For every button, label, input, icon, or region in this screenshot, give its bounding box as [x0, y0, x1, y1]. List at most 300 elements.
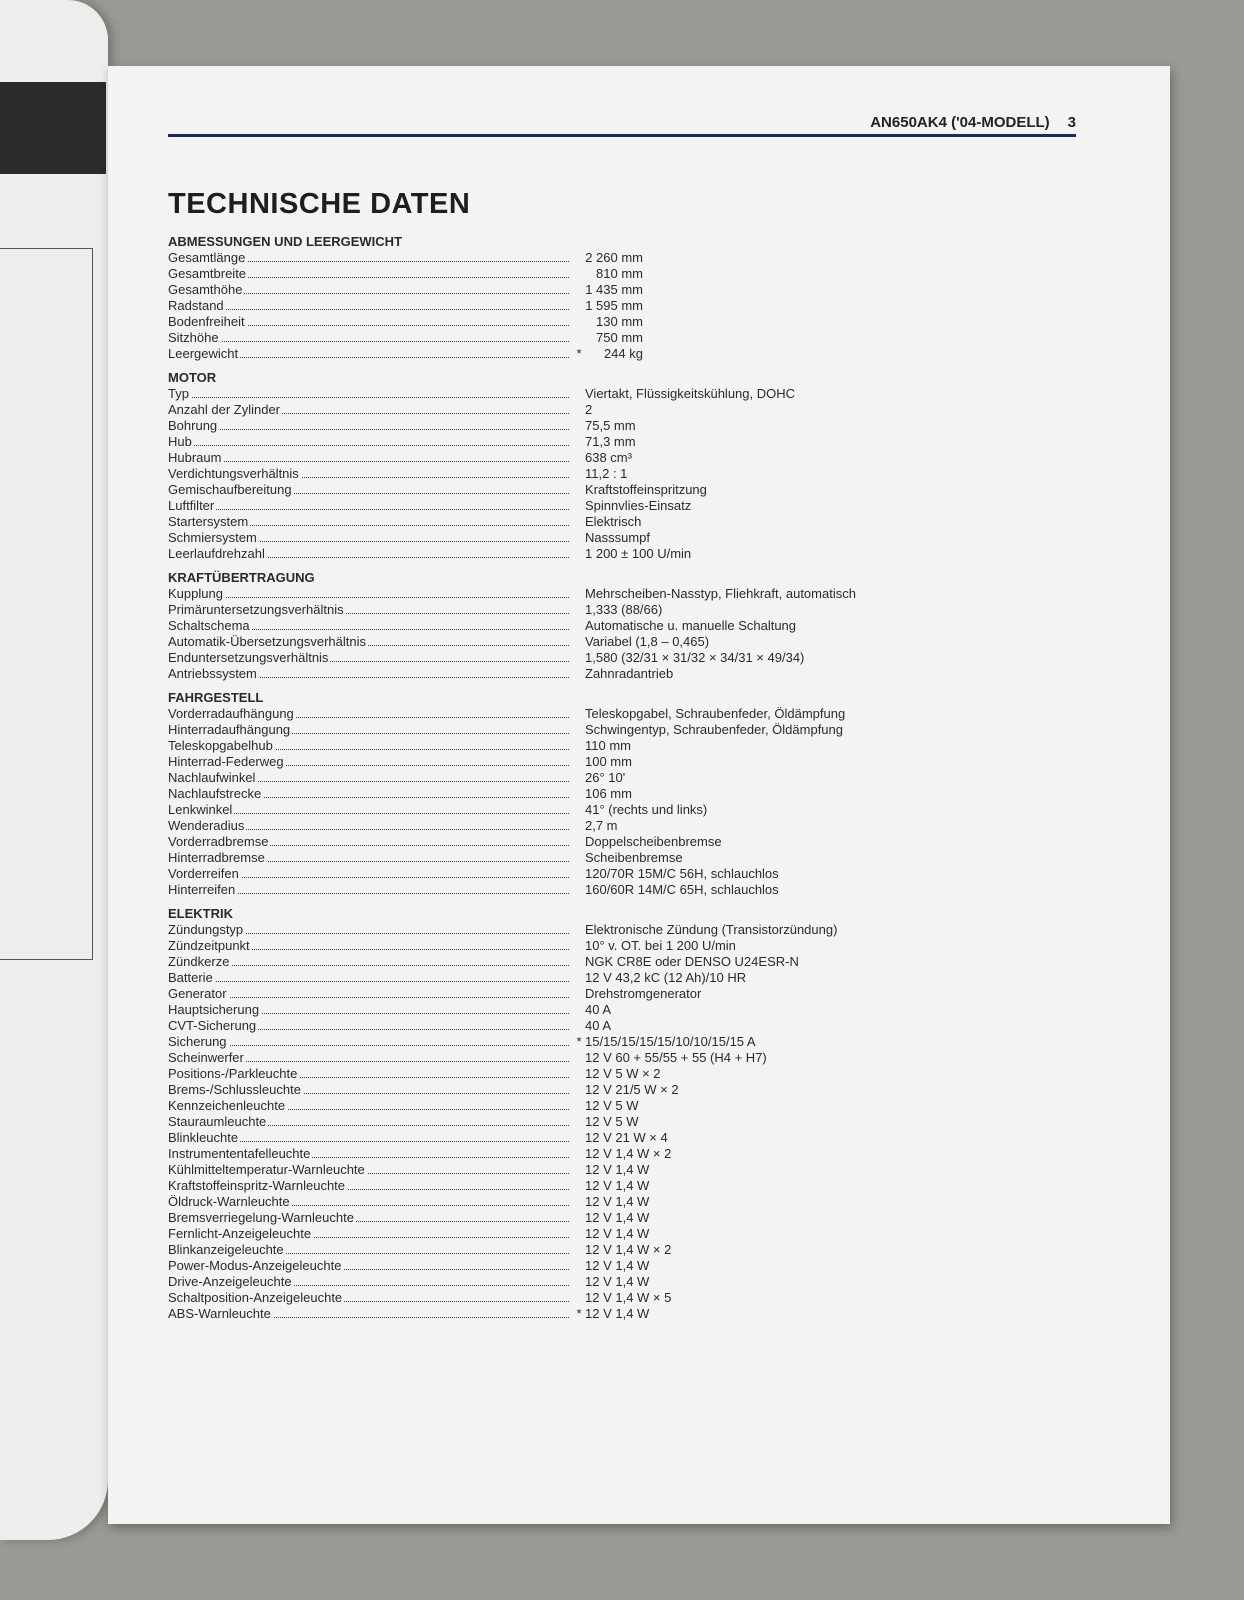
spec-value: NGK CR8E oder DENSO U24ESR-N: [585, 954, 799, 969]
spec-label: [168, 706, 573, 722]
spec-row: [168, 834, 888, 850]
spec-value: 130 mm: [596, 314, 643, 329]
spec-row: [168, 1242, 888, 1258]
spec-label-text: Gesamthöhe: [168, 282, 243, 297]
spec-value: 12 V 1,4 W × 2: [585, 1242, 672, 1257]
footnote-mark: [573, 666, 585, 682]
spec-label: [168, 666, 573, 682]
spec-label-text: CVT-Sicherung: [168, 1018, 257, 1033]
spec-label: [168, 402, 573, 418]
spec-row: [168, 434, 888, 450]
footnote-mark: *: [576, 1306, 582, 1321]
footnote-mark: [573, 1258, 585, 1274]
spec-value: 11,2 : 1: [585, 466, 628, 481]
footnote-mark: [573, 1050, 585, 1066]
spec-row: [168, 770, 888, 786]
spec-value: Schwingentyp, Schraubenfeder, Öldämpfung: [585, 722, 844, 737]
spec-label-text: Bodenfreiheit: [168, 314, 245, 329]
spec-label-text: Kupplung: [168, 586, 223, 601]
spec-label: [168, 770, 573, 786]
spec-label-text: Gesamtlänge: [168, 250, 246, 265]
spec-label: [168, 250, 573, 266]
spec-label: [168, 1018, 573, 1034]
spec-label: [168, 466, 573, 482]
spec-value: 26° 10': [585, 770, 626, 785]
spec-section: [168, 570, 888, 682]
spec-row: [168, 970, 888, 986]
spec-row: [168, 1162, 888, 1178]
spec-label-text: Hinterreifen: [168, 882, 236, 897]
section-title: KRAFTÜBERTRAGUNG: [168, 570, 315, 585]
spec-label: [168, 1162, 573, 1178]
footnote-mark: [573, 834, 585, 850]
section-title: FAHRGESTELL: [168, 690, 264, 705]
spec-value: 12 V 1,4 W: [585, 1162, 650, 1177]
spec-row: [168, 1034, 888, 1050]
footnote-mark: [573, 986, 585, 1002]
spec-row: [168, 1002, 888, 1018]
spec-value: 1 200 ± 100 U/min: [585, 546, 692, 561]
spec-row: [168, 266, 888, 282]
spec-label: [168, 482, 573, 498]
footnote-mark: [573, 818, 585, 834]
spec-label-text: Luftfilter: [168, 498, 215, 513]
spec-label-text: Kennzeichenleuchte: [168, 1098, 286, 1113]
spec-row: [168, 1194, 888, 1210]
spec-row: [168, 754, 888, 770]
spec-label: [168, 386, 573, 402]
spec-label: [168, 1002, 573, 1018]
spec-value: Scheibenbremse: [585, 850, 683, 865]
spec-label: [168, 498, 573, 514]
spec-row: [168, 1274, 888, 1290]
spec-label-text: Zündzeitpunkt: [168, 938, 250, 953]
spec-section: [168, 234, 888, 362]
spec-label-text: Radstand: [168, 298, 224, 313]
spec-value: 1 595 mm: [585, 298, 643, 313]
spec-label: [168, 834, 573, 850]
page-header: [168, 114, 1076, 137]
footnote-mark: [573, 250, 585, 266]
spec-label: [168, 1146, 573, 1162]
spec-label: [168, 602, 573, 618]
spec-value: Zahnradantrieb: [585, 666, 674, 681]
footnote-mark: [573, 634, 585, 650]
spec-label: [168, 754, 573, 770]
spec-row: [168, 866, 888, 882]
spec-value: 2,7 m: [585, 818, 618, 833]
spec-label-text: Bohrung: [168, 418, 218, 433]
spec-label-text: Hinterradaufhängung: [168, 722, 291, 737]
spec-label: [168, 1050, 573, 1066]
spec-label: [168, 1130, 573, 1146]
page-title: TECHNISCHE DATEN: [168, 188, 471, 220]
spec-label-text: Sicherung: [168, 1034, 227, 1049]
footnote-mark: [573, 1178, 585, 1194]
footnote-mark: [573, 1290, 585, 1306]
spec-row: [168, 634, 888, 650]
spec-label-text: Startersystem: [168, 514, 249, 529]
spec-label-text: Schaltschema: [168, 618, 250, 633]
spec-row: [168, 1146, 888, 1162]
spec-label-text: Schaltposition-Anzeigeleuchte: [168, 1290, 343, 1305]
spec-label-text: Blinkanzeigeleuchte: [168, 1242, 284, 1257]
spec-label-text: Leergewicht: [168, 346, 239, 361]
spec-row: [168, 882, 888, 898]
spec-value: 12 V 5 W × 2: [585, 1066, 661, 1081]
spec-value: 12 V 1,4 W: [585, 1194, 650, 1209]
spec-label: [168, 1082, 573, 1098]
spec-label: [168, 1034, 573, 1050]
spec-label: [168, 1274, 573, 1290]
spec-label-text: Schmiersystem: [168, 530, 257, 545]
spec-label-text: Vorderradaufhängung: [168, 706, 294, 721]
spec-row: [168, 1290, 888, 1306]
spec-row: [168, 346, 888, 362]
spec-label-text: Positions-/Parkleuchte: [168, 1066, 298, 1081]
footnote-mark: *: [576, 1034, 582, 1049]
footnote-mark: [573, 954, 585, 970]
footnote-mark: [573, 1018, 585, 1034]
spec-row: [168, 818, 888, 834]
spec-label: [168, 266, 573, 282]
footnote-mark: [573, 1130, 585, 1146]
spec-value: 10° v. OT. bei 1 200 U/min: [585, 938, 736, 953]
footnote-mark: [573, 1162, 585, 1178]
spec-label-text: Hubraum: [168, 450, 222, 465]
footnote-mark: [573, 402, 585, 418]
spec-value: 100 mm: [585, 754, 632, 769]
footnote-mark: [573, 1066, 585, 1082]
footnote-mark: [573, 1002, 585, 1018]
footnote-mark: [573, 282, 585, 298]
spec-label: [168, 954, 573, 970]
footnote-mark: [573, 754, 585, 770]
spec-value: 2: [585, 402, 593, 417]
spec-row: [168, 650, 888, 666]
spec-row: [168, 1130, 888, 1146]
spec-list: [168, 234, 888, 1322]
footnote-mark: [573, 330, 585, 346]
spec-value: Variabel (1,8 – 0,465): [585, 634, 710, 649]
section-gap: [168, 362, 888, 370]
footnote-mark: [573, 722, 585, 738]
spec-label: [168, 346, 573, 362]
spec-value: Doppelscheibenbremse: [585, 834, 722, 849]
spec-section: [168, 370, 888, 562]
facing-page-frame: [0, 248, 93, 960]
footnote-mark: [573, 1194, 585, 1210]
spec-value: 12 V 5 W: [585, 1098, 639, 1113]
spec-label: [168, 1114, 573, 1130]
section-gap: [168, 682, 888, 690]
footnote-mark: [573, 802, 585, 818]
spec-row: [168, 938, 888, 954]
spec-value: 12 V 60 + 55/55 + 55 (H4 + H7): [585, 1050, 767, 1065]
header-page-number: 3: [1067, 114, 1076, 131]
spec-label: [168, 618, 573, 634]
document-page: [108, 66, 1170, 1524]
footnote-mark: [573, 514, 585, 530]
spec-row: [168, 1050, 888, 1066]
spec-label: [168, 450, 573, 466]
spec-label-text: Drive-Anzeigeleuchte: [168, 1274, 292, 1289]
spec-row: [168, 1114, 888, 1130]
spec-label: [168, 882, 573, 898]
spec-label: [168, 970, 573, 986]
spec-value: Viertakt, Flüssigkeitskühlung, DOHC: [585, 386, 796, 401]
spec-label-text: Wenderadius: [168, 818, 245, 833]
footnote-mark: [573, 1242, 585, 1258]
facing-page-band: [0, 82, 106, 174]
footnote-mark: [573, 466, 585, 482]
spec-value: 12 V 1,4 W: [585, 1226, 650, 1241]
spec-row: [168, 850, 888, 866]
footnote-mark: [573, 498, 585, 514]
spec-label-text: Zündkerze: [168, 954, 230, 969]
spec-label-text: Brems-/Schlussleuchte: [168, 1082, 301, 1097]
spec-label-text: Batterie: [168, 970, 213, 985]
footnote-mark: [573, 298, 585, 314]
spec-value: 638 cm³: [585, 450, 632, 465]
spec-label: [168, 802, 573, 818]
spec-label: [168, 1178, 573, 1194]
spec-value: 12 V 1,4 W: [585, 1274, 650, 1289]
spec-label-text: Typ: [168, 386, 189, 401]
spec-row: [168, 330, 888, 346]
spec-row: [168, 1306, 888, 1322]
spec-label: [168, 434, 573, 450]
spec-row: [168, 386, 888, 402]
footnote-mark: [573, 1210, 585, 1226]
spec-row: [168, 786, 888, 802]
header-model: AN650AK4 ('04-MODELL): [870, 114, 1050, 131]
spec-value: 12 V 1,4 W × 5: [585, 1290, 672, 1305]
spec-label: [168, 514, 573, 530]
footnote-mark: *: [576, 346, 582, 361]
spec-label: [168, 738, 573, 754]
spec-row: [168, 1082, 888, 1098]
spec-label: [168, 546, 573, 562]
footnote-mark: [573, 266, 585, 282]
footnote-mark: [573, 922, 585, 938]
spec-label-text: Vorderradbremse: [168, 834, 269, 849]
spec-label-text: Automatik-Übersetzungsverhältnis: [168, 634, 366, 649]
spec-label: [168, 986, 573, 1002]
spec-value: 12 V 43,2 kC (12 Ah)/10 HR: [585, 970, 747, 985]
spec-label: [168, 850, 573, 866]
spec-label-text: Sitzhöhe: [168, 330, 219, 345]
spec-label: [168, 1306, 573, 1322]
footnote-mark: [573, 386, 585, 402]
footnote-mark: [573, 970, 585, 986]
spec-value: 160/60R 14M/C 65H, schlauchlos: [585, 882, 779, 897]
spec-value: Mehrscheiben-Nasstyp, Fliehkraft, automatisch: [585, 586, 856, 601]
spec-row: [168, 722, 888, 738]
spec-row: [168, 954, 888, 970]
spec-label-text: Fernlicht-Anzeigeleuchte: [168, 1226, 312, 1241]
spec-label-text: Anzahl der Zylinder: [168, 402, 280, 417]
spec-row: [168, 1178, 888, 1194]
footnote-mark: [573, 1146, 585, 1162]
spec-row: [168, 1018, 888, 1034]
spec-row: [168, 1258, 888, 1274]
footnote-mark: [573, 546, 585, 562]
spec-label-text: Generator: [168, 986, 227, 1001]
spec-row: [168, 586, 888, 602]
spec-value: 750 mm: [596, 330, 643, 345]
spec-label-text: Hinterrad-Federweg: [168, 754, 284, 769]
spec-value: 12 V 21/5 W × 2: [585, 1082, 679, 1097]
spec-value: 40 A: [585, 1018, 612, 1033]
spec-value: 12 V 5 W: [585, 1114, 639, 1129]
spec-row: [168, 738, 888, 754]
footnote-mark: [573, 1082, 585, 1098]
spec-label: [168, 314, 573, 330]
spec-row: [168, 298, 888, 314]
spec-label-text: Scheinwerfer: [168, 1050, 244, 1065]
spec-row: [168, 666, 888, 682]
spec-label-text: Stauraumleuchte: [168, 1114, 267, 1129]
spec-label: [168, 298, 573, 314]
facing-page: [0, 0, 108, 1540]
spec-value: 110 mm: [585, 738, 631, 753]
spec-section: [168, 906, 888, 1322]
spec-value: Drehstromgenerator: [585, 986, 702, 1001]
spec-value: 12 V 21 W × 4: [585, 1130, 668, 1145]
footnote-mark: [573, 938, 585, 954]
spec-label: [168, 722, 573, 738]
footnote-mark: [573, 1274, 585, 1290]
spec-value: 75,5 mm: [585, 418, 636, 433]
spec-label: [168, 1098, 573, 1114]
spec-label-text: Leerlaufdrehzahl: [168, 546, 265, 561]
spec-row: [168, 530, 888, 546]
spec-value: 12 V 1,4 W: [585, 1178, 650, 1193]
spec-row: [168, 1066, 888, 1082]
footnote-mark: [573, 482, 585, 498]
spec-value: Elektronische Zündung (Transistorzündung): [585, 922, 838, 937]
spec-label: [168, 818, 573, 834]
footnote-mark: [573, 738, 585, 754]
spec-section: [168, 690, 888, 898]
spec-label-text: Bremsverriegelung-Warnleuchte: [168, 1210, 354, 1225]
spec-row: [168, 482, 888, 498]
footnote-mark: [573, 618, 585, 634]
spec-label: [168, 1290, 573, 1306]
footnote-mark: [573, 706, 585, 722]
spec-label: [168, 1242, 573, 1258]
spec-label-text: Teleskopgabelhub: [168, 738, 273, 753]
spec-label: [168, 866, 573, 882]
spec-row: [168, 1098, 888, 1114]
footnote-mark: [573, 1226, 585, 1242]
spec-label: [168, 330, 573, 346]
spec-label-text: ABS-Warnleuchte: [168, 1306, 271, 1321]
spec-row: [168, 1210, 888, 1226]
spec-label-text: Hub: [168, 434, 192, 449]
spec-value: 71,3 mm: [585, 434, 636, 449]
spec-row: [168, 498, 888, 514]
spec-label: [168, 282, 573, 298]
footnote-mark: [573, 770, 585, 786]
footnote-mark: [573, 1098, 585, 1114]
spec-value: 12 V 1,4 W: [585, 1210, 650, 1225]
spec-value: 106 mm: [585, 786, 632, 801]
spec-value: Spinnvlies-Einsatz: [585, 498, 692, 513]
spec-label: [168, 1066, 573, 1082]
spec-row: [168, 802, 888, 818]
footnote-mark: [573, 434, 585, 450]
spec-label-text: Zündungstyp: [168, 922, 244, 937]
spec-label-text: Gesamtbreite: [168, 266, 247, 281]
spec-label-text: Enduntersetzungsverhältnis: [168, 650, 329, 665]
spec-label-text: Gemischaufbereitung: [168, 482, 292, 497]
spec-value: 120/70R 15M/C 56H, schlauchlos: [585, 866, 779, 881]
section-gap: [168, 898, 888, 906]
footnote-mark: [573, 1114, 585, 1130]
spec-label-text: Instrumententafelleuchte: [168, 1146, 311, 1161]
spec-label: [168, 786, 573, 802]
spec-row: [168, 618, 888, 634]
spec-label-text: Nachlaufstrecke: [168, 786, 262, 801]
spec-label: [168, 1226, 573, 1242]
spec-value: 15/15/15/15/15/10/10/15/15 A: [585, 1034, 756, 1049]
spec-label-text: Power-Modus-Anzeigeleuchte: [168, 1258, 342, 1273]
spec-value: 244 kg: [603, 346, 643, 361]
spec-label-text: Kühlmitteltemperatur-Warnleuchte: [168, 1162, 365, 1177]
spec-row: [168, 450, 888, 466]
spec-value: 1 435 mm: [585, 282, 643, 297]
footnote-mark: [573, 602, 585, 618]
spec-label: [168, 1258, 573, 1274]
spec-label-text: Nachlaufwinkel: [168, 770, 256, 785]
spec-value: Kraftstoffeinspritzung: [585, 482, 707, 497]
spec-row: [168, 466, 888, 482]
section-title: ELEKTRIK: [168, 906, 233, 921]
spec-row: [168, 250, 888, 266]
spec-value: 2 260 mm: [585, 250, 643, 265]
footnote-mark: [573, 786, 585, 802]
footnote-mark: [573, 530, 585, 546]
section-title: MOTOR: [168, 370, 217, 385]
spec-value: 12 V 1,4 W: [585, 1258, 650, 1273]
spec-row: [168, 922, 888, 938]
spec-value: 12 V 1,4 W: [585, 1306, 650, 1321]
footnote-mark: [573, 882, 585, 898]
spec-value: Automatische u. manuelle Schaltung: [585, 618, 797, 633]
spec-label-text: Öldruck-Warnleuchte: [168, 1194, 290, 1209]
spec-label-text: Lenkwinkel: [168, 802, 233, 817]
spec-value: Nasssumpf: [585, 530, 651, 545]
footnote-mark: [573, 586, 585, 602]
spec-label-text: Kraftstoffeinspritz-Warnleuchte: [168, 1178, 346, 1193]
spec-row: [168, 282, 888, 298]
spec-row: [168, 314, 888, 330]
spec-value: 1,580 (32/31 × 31/32 × 34/31 × 49/34): [585, 650, 805, 665]
spec-value: 810 mm: [596, 266, 643, 281]
spec-label-text: Hinterradbremse: [168, 850, 265, 865]
spec-label-text: Blinkleuchte: [168, 1130, 239, 1145]
spec-label: [168, 634, 573, 650]
spec-label: [168, 1210, 573, 1226]
spec-row: [168, 402, 888, 418]
spec-row: [168, 514, 888, 530]
spec-value: 12 V 1,4 W × 2: [585, 1146, 672, 1161]
footnote-mark: [573, 450, 585, 466]
spec-label-text: Primäruntersetzungsverhältnis: [168, 602, 344, 617]
spec-value: 1,333 (88/66): [585, 602, 663, 617]
